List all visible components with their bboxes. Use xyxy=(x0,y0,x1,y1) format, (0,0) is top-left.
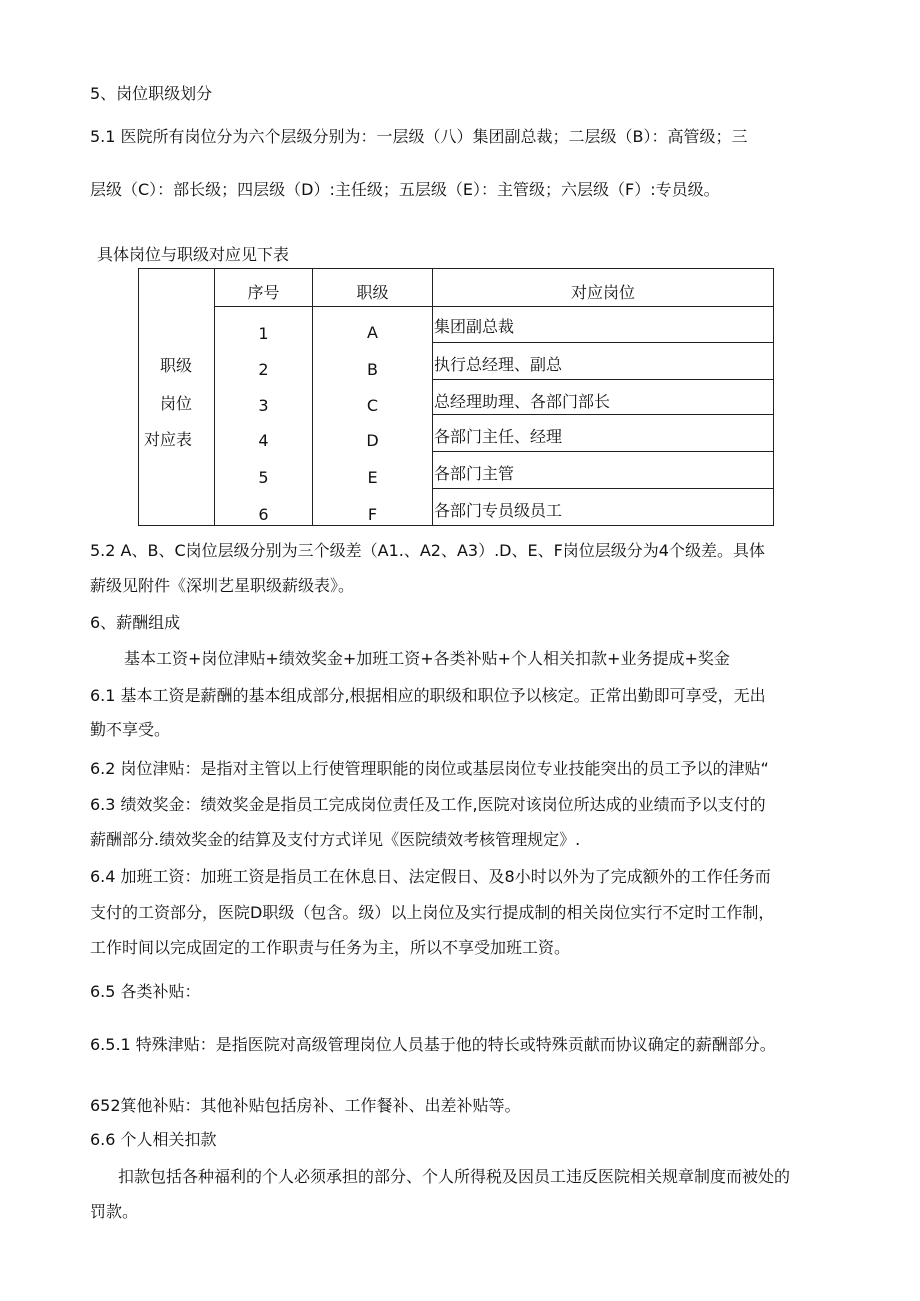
para-6-4-line3: 工作时间以完成固定的工作职责与任务为主，所以不享受加班工资。 xyxy=(90,938,571,957)
para-5-1-line2: 层级（C）：部长级；四层级（D）:主任级；五层级（E）：主管级；六层级（F）:专员级。 xyxy=(90,180,720,199)
row-post: 总经理助理、各部门部长 xyxy=(434,392,611,411)
row-grade: D xyxy=(366,431,379,450)
row-no: 5 xyxy=(258,468,269,487)
para-6-4-line2: 支付的工资部分，医院D职级（包含。级）以上岗位及实行提成制的相关岗位实行不定时工作制， xyxy=(90,903,775,922)
para-6-6-body-line1: 扣款包括各种福利的个人必须承担的部分、个人所得税及因员工违反医院相关规章制度而被处的 xyxy=(118,1167,791,1186)
row-no: 4 xyxy=(258,431,269,450)
para-6-6: 6.6 个人相关扣款 xyxy=(90,1130,217,1149)
side-label-2: 岗位 xyxy=(159,394,192,413)
para-6-5: 6.5 各类补贴： xyxy=(90,982,201,1001)
para-6-4-line1: 6.4 加班工资：加班工资是指员工在休息日、法定假日、及8小时以外为了完成额外的工作任务而 xyxy=(90,867,771,886)
row-post: 各部门主任、经理 xyxy=(434,427,563,446)
para-5-1-line1: 5.1 医院所有岗位分为六个层级分别为：一层级（八）集团副总裁；二层级（B）：高管级；三 xyxy=(90,127,748,146)
para-5-2-line2: 薪级见附件《深圳艺星职级薪级表》。 xyxy=(90,576,355,595)
row-grade: B xyxy=(367,360,378,379)
side-label-1: 职级 xyxy=(159,356,192,375)
section-6-heading: 6、薪酬组成 xyxy=(90,613,181,632)
row-grade: E xyxy=(367,468,378,487)
salary-formula: 基本工资+岗位津贴+绩效奖金+加班工资+各类补贴+个人相关扣款+业务提成+奖金 xyxy=(124,649,730,668)
row-no: 6 xyxy=(258,505,269,524)
para-6-1-line2: 勤不享受。 xyxy=(90,720,171,739)
side-label-3: 对应表 xyxy=(143,430,192,449)
section-5-heading: 5、岗位职级划分 xyxy=(90,84,213,103)
row-grade: F xyxy=(367,505,378,524)
para-6-5-1: 6.5.1 特殊津贴：是指医院对高级管理岗位人员基于他的特长或特殊贡献而协议确定的薪酬部分。 xyxy=(90,1035,776,1054)
row-no: 1 xyxy=(258,324,269,343)
header-grade: 职级 xyxy=(356,283,389,302)
para-6-5-2: 652箕他补贴：其他补贴包括房补、工作餐补、出差补贴等。 xyxy=(90,1096,521,1115)
para-6-2: 6.2 岗位津贴：是指对主管以上行使管理职能的岗位或基层岗位专业技能突出的员工予以的津贴“ xyxy=(90,759,769,778)
row-grade: C xyxy=(366,396,379,415)
row-post: 集团副总裁 xyxy=(434,317,515,336)
para-6-6-body-line2: 罚款。 xyxy=(90,1202,139,1221)
row-post: 各部门专员级员工 xyxy=(434,501,563,520)
grade-position-table xyxy=(138,268,774,526)
para-6-1-line1: 6.1 基本工资是薪酬的基本组成部分,根据相应的职级和职位予以核定。正常出勤即可享受，无出 xyxy=(90,686,766,705)
para-5-2-line1: 5.2 A、B、C岗位层级分别为三个级差（A1.、A2、A3）.D、E、F岗位层级分为4个级差。具体 xyxy=(90,541,765,560)
row-no: 3 xyxy=(258,396,269,415)
row-post: 执行总经理、副总 xyxy=(434,355,563,374)
header-no: 序号 xyxy=(247,283,280,302)
row-grade: A xyxy=(367,323,378,342)
table-caption: 具体岗位与职级对应见下表 xyxy=(97,245,290,264)
para-6-3-line2: 薪酬部分.绩效奖金的结算及支付方式详见《医院绩效考核管理规定》. xyxy=(90,830,581,849)
para-6-3-line1: 6.3 绩效奖金：绩效奖金是指员工完成岗位责任及工作,医院对该岗位所达成的业绩而予以支付的 xyxy=(90,795,766,814)
row-post: 各部门主管 xyxy=(434,464,515,483)
header-post: 对应岗位 xyxy=(570,283,635,302)
row-no: 2 xyxy=(258,360,269,379)
